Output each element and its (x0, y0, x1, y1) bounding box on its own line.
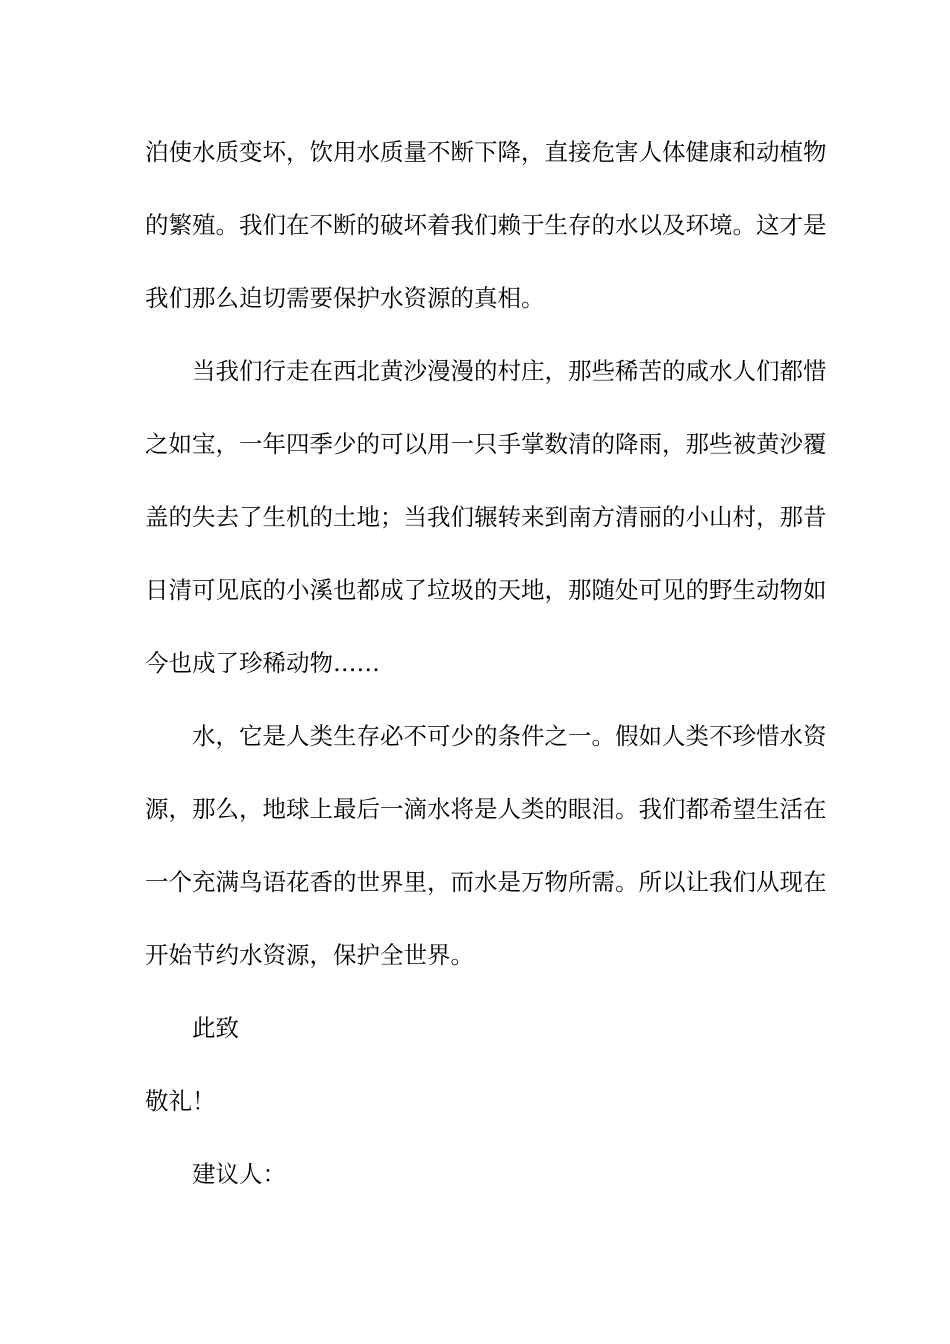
paragraph-p2 (145, 346, 827, 711)
paragraph-p6 (145, 1149, 810, 1222)
text-line: 当我们行走在西北黄沙漫漫的村庄，那些稀苦的咸水人们都惜 (192, 357, 827, 385)
paragraph-p3 (145, 711, 827, 1003)
document-body (145, 127, 827, 1222)
paragraph-p1 (145, 127, 827, 346)
text-line: 之如宝，一年四季少的可以用一只手掌数清的降雨，那些被黄沙覆 (145, 430, 827, 458)
text-line: 水，它是人类生存必不可少的条件之一。假如人类不珍惜水资 (192, 722, 827, 750)
text-line: 的繁殖。我们在不断的破坏着我们赖于生存的水以及环境。这才是 (145, 211, 827, 239)
text-line: 此致 (192, 1014, 239, 1042)
text-line: 开始节约水资源，保护全世界。 (145, 941, 474, 969)
paragraph-p4 (145, 1003, 810, 1076)
text-line: 今也成了珍稀动物…… (145, 649, 380, 677)
text-line: 建议人： (192, 1160, 286, 1188)
text-line: 我们那么迫切需要保护水资源的真相。 (145, 284, 545, 312)
text-line: 敬礼！ (145, 1087, 216, 1115)
text-line: 日清可见底的小溪也都成了垃圾的天地，那随处可见的野生动物如 (145, 576, 827, 604)
text-line: 盖的失去了生机的土地；当我们辗转来到南方清丽的小山村，那昔 (145, 503, 827, 531)
text-line: 泊使水质变坏，饮用水质量不断下降，直接危害人体健康和动植物 (145, 138, 827, 166)
text-line: 源，那么，地球上最后一滴水将是人类的眼泪。我们都希望生活在 (145, 795, 827, 823)
text-line: 一个充满鸟语花香的世界里，而水是万物所需。所以让我们从现在 (145, 868, 827, 896)
paragraph-p5 (145, 1076, 810, 1149)
